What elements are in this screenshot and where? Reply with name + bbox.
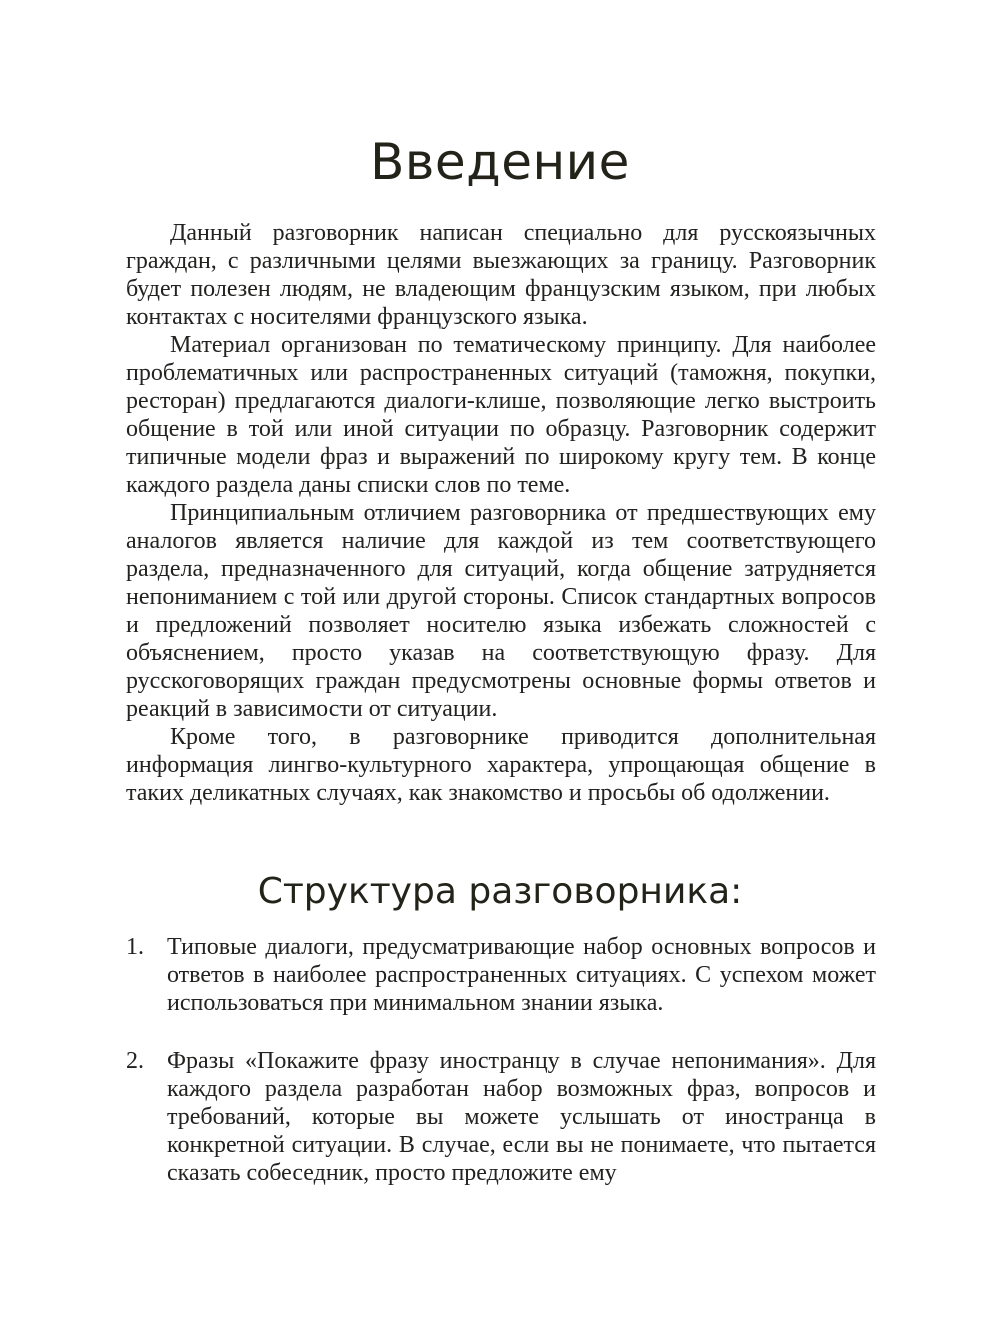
structure-list-item [126, 1047, 876, 1187]
intro-paragraph: Кроме того, в разговорнике приводится дополнительная информация лингво-культурного характера, упрощающая общение в таких деликатных случаях, как знакомство и просьбы об одолжении. [126, 724, 876, 806]
structure-list [126, 933, 876, 1217]
intro-paragraph: Данный разговорник написан специально для русскоязычных граждан, с различными целями выезжающих за границу. Разговорник будет полезен людям, не владеющим французским языком, при любых контактах с носителями французского языка. [126, 220, 876, 330]
intro-paragraph: Материал организован по тематическому принципу. Для наиболее проблематичных или распространенных ситуаций (таможня, покупки, ресторан) предлагаются диалоги-клише, позволяющие легко выстроить общение в той или иной ситуации по образцу. Разговорник содержит типичные модели фраз и выражений по широкому кругу тем. В конце каждого раздела даны списки слов по теме. [126, 332, 876, 498]
list-item-number: 1. [126, 934, 144, 960]
intro-paragraph: Принципиальным отличием разговорника от предшествующих ему аналогов является наличие для каждой из тем соответствующего раздела, предназначенного для ситуаций, когда общение затрудняется непониманием с той или другой стороны. Список стандартных вопросов и предложений позволяет носителю языка избежать сложностей с объяснением, просто указав на соответствующую фразу. Для русскоговорящих граждан предусмотрены основные формы ответов и реакций в зависимости от ситуации. [126, 500, 876, 722]
list-item-text: Фразы «Покажите фразу иностранцу в случае непонимания». Для каждого раздела разработан набор возможных фраз, вопросов и требований, которые вы можете услышать от иностранца в конкретной ситуации. В случае, если вы не понимаете, что пытается сказать собеседник, просто предложите ему [167, 1048, 876, 1186]
list-item-number: 2. [126, 1048, 144, 1074]
structure-list-item [126, 933, 876, 1017]
structure-heading: Структура разговорника: [257, 871, 743, 912]
list-item-text: Типовые диалоги, предусматривающие набор основных вопросов и ответов в наиболее распространенных ситуациях. С успехом может использоваться при минимальном знании языка. [167, 934, 876, 1016]
intro-section [126, 219, 876, 807]
page-title: Введение [370, 133, 630, 191]
